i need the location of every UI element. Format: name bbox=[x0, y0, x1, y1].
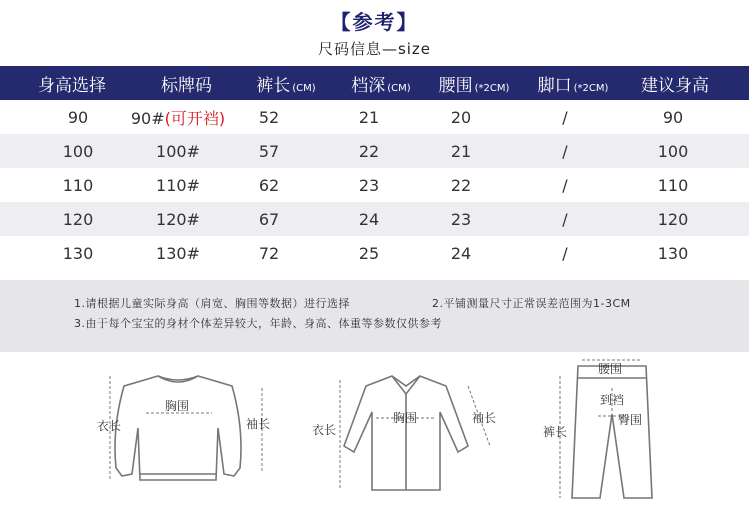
cell-height: 120 bbox=[62, 209, 94, 229]
cell-rise: 24 bbox=[358, 209, 380, 229]
sweater-sleeve-label: 袖长 bbox=[246, 417, 271, 431]
note-1: 1.请根据儿童实际身高（肩宽、胸围等数据）进行选择 bbox=[74, 297, 350, 310]
pants-diagram bbox=[572, 366, 652, 498]
page-heading: 【参考】 bbox=[330, 10, 419, 34]
pants-rise-label: 到裆 bbox=[600, 393, 625, 407]
col-header-rise: 档深 (CM) bbox=[351, 75, 411, 96]
cell-hem: / bbox=[562, 175, 568, 195]
cell-suggest: 100 bbox=[657, 141, 689, 161]
table-row bbox=[0, 236, 749, 270]
sweater-diagram bbox=[115, 376, 241, 480]
col-header-tag: 标牌码 bbox=[161, 75, 212, 96]
cell-length: 72 bbox=[258, 243, 280, 263]
sweater-length-label: 衣长 bbox=[97, 419, 122, 433]
col-header-hem: 脚口 (*2CM) bbox=[537, 75, 609, 96]
cell-height: 130 bbox=[62, 243, 94, 263]
col-header-length: 裤长 (CM) bbox=[256, 75, 316, 96]
cell-rise: 21 bbox=[358, 107, 380, 127]
cell-hem: / bbox=[562, 209, 568, 229]
pants-length-label: 裤长 bbox=[543, 425, 568, 439]
cell-length: 67 bbox=[258, 209, 280, 229]
col-header-waist: 腰围 (*2CM) bbox=[438, 75, 510, 96]
shirt-sleeve-label: 袖长 bbox=[472, 411, 497, 425]
cell-height: 100 bbox=[62, 141, 94, 161]
table-row bbox=[0, 134, 749, 168]
cell-tag: 90#(可开裆) bbox=[130, 108, 226, 128]
note-3: 3.由于每个宝宝的身材个体差异较大，年龄、身高、体重等参数仅供参考 bbox=[74, 317, 442, 330]
cell-rise: 22 bbox=[358, 141, 380, 161]
cell-tag: 130# bbox=[156, 243, 200, 263]
cell-hem: / bbox=[562, 243, 568, 263]
cell-rise: 25 bbox=[358, 243, 380, 263]
col-header-height: 身高选择 bbox=[38, 75, 106, 96]
cell-suggest: 130 bbox=[657, 243, 689, 263]
cell-length: 57 bbox=[258, 141, 280, 161]
note-2: 2.平铺测量尺寸正常误差范围为1-3CM bbox=[432, 297, 631, 310]
cell-length: 52 bbox=[258, 107, 280, 127]
pants-hip-label: 臀围 bbox=[618, 413, 643, 427]
shirt-chest-label: 胸围 bbox=[393, 411, 418, 425]
cell-waist: 23 bbox=[450, 209, 472, 229]
table-row bbox=[0, 168, 749, 202]
cell-tag: 100# bbox=[156, 141, 200, 161]
cell-rise: 23 bbox=[358, 175, 380, 195]
page-subheading: 尺码信息—size bbox=[317, 40, 432, 58]
cell-tag: 110# bbox=[156, 175, 200, 195]
cell-suggest: 120 bbox=[657, 209, 689, 229]
cell-hem: / bbox=[562, 107, 568, 127]
cell-length: 62 bbox=[258, 175, 280, 195]
table-header-row bbox=[0, 66, 749, 100]
measurement-diagrams bbox=[0, 358, 749, 509]
shirt-diagram bbox=[344, 376, 468, 490]
cell-waist: 24 bbox=[450, 243, 472, 263]
cell-tag: 120# bbox=[156, 209, 200, 229]
cell-suggest: 110 bbox=[657, 175, 689, 195]
cell-waist: 20 bbox=[450, 107, 472, 127]
cell-waist: 21 bbox=[450, 141, 472, 161]
table-row bbox=[0, 202, 749, 236]
sweater-chest-label: 胸围 bbox=[165, 399, 190, 413]
pants-waist-label: 腰围 bbox=[598, 362, 623, 376]
open-crotch-note: (可开裆) bbox=[164, 108, 226, 128]
col-header-suggest: 建议身高 bbox=[641, 75, 709, 96]
cell-height: 110 bbox=[62, 175, 94, 195]
cell-height: 90 bbox=[67, 107, 89, 127]
cell-suggest: 90 bbox=[662, 107, 684, 127]
shirt-length-label: 衣长 bbox=[312, 423, 337, 437]
cell-hem: / bbox=[562, 141, 568, 161]
notes-panel bbox=[0, 280, 749, 352]
cell-waist: 22 bbox=[450, 175, 472, 195]
size-table bbox=[0, 66, 749, 270]
table-row bbox=[0, 100, 749, 134]
